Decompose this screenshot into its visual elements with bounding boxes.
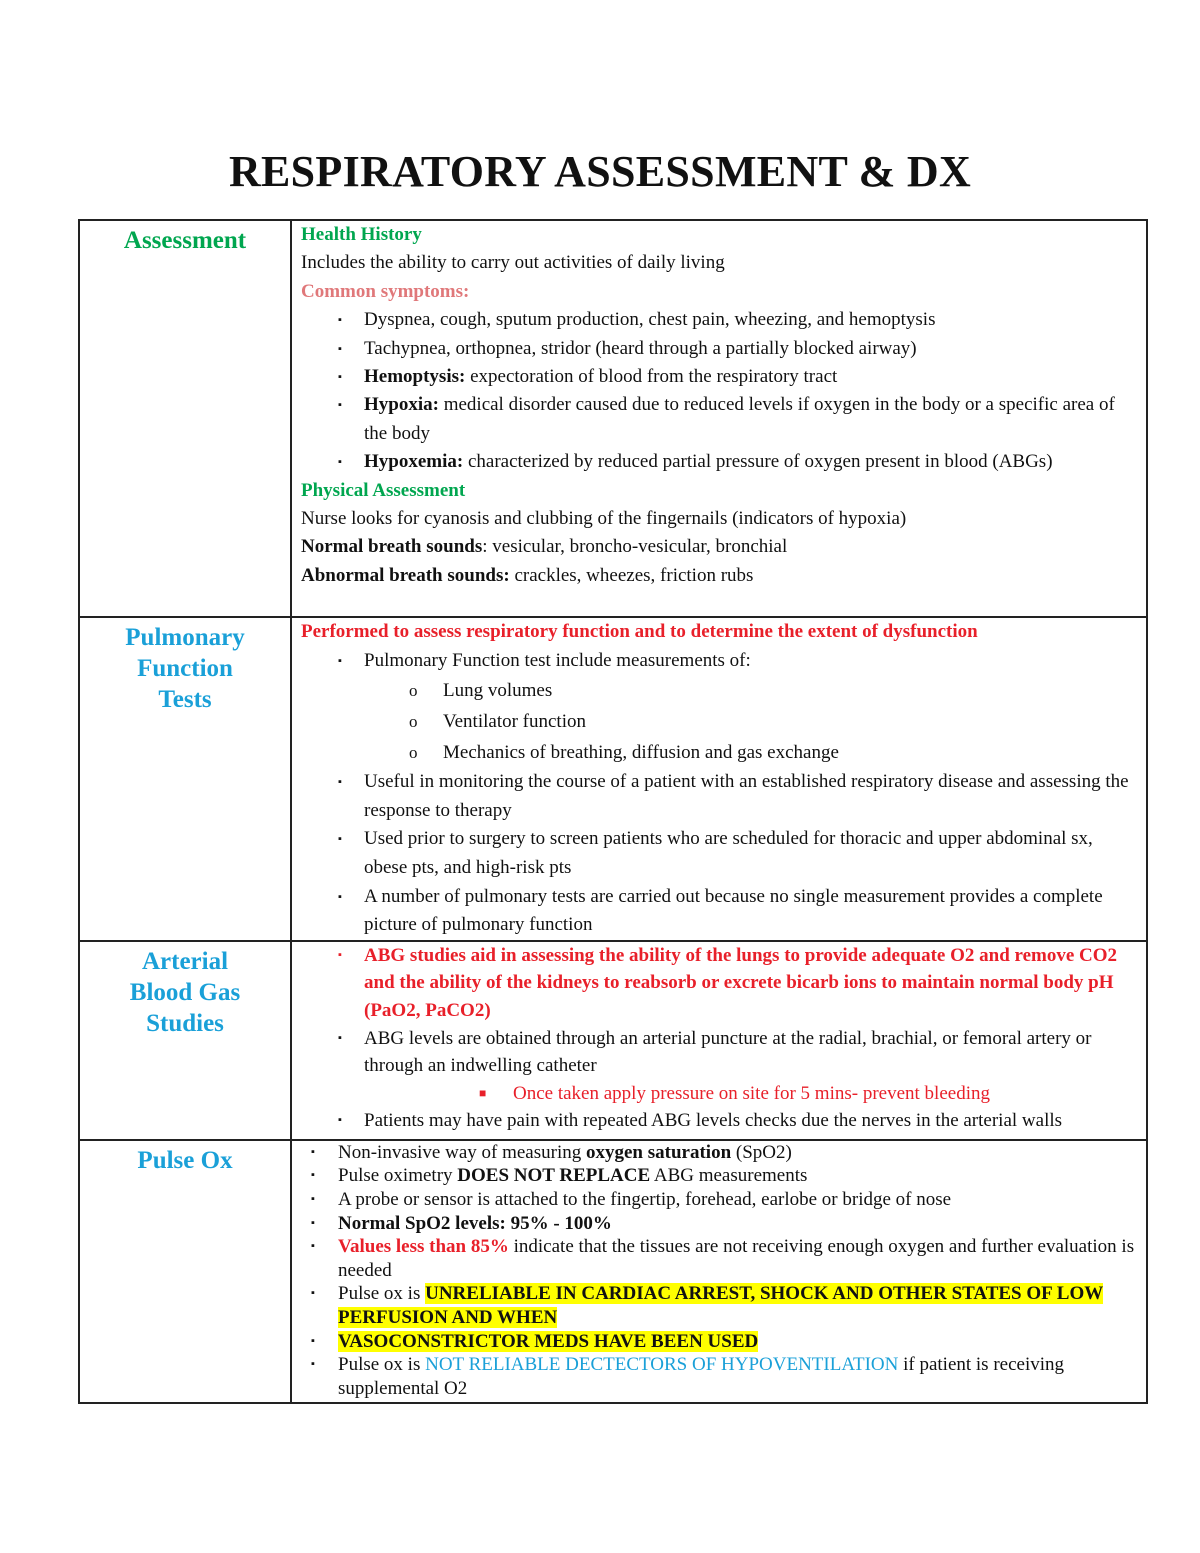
list-item-text: ABG levels are obtained through an arterial puncture at the radial, brachial, or femoral artery or through an indwelling catheter: [364, 1027, 1092, 1077]
table-row-abg: [79, 941, 1147, 1140]
row-label-assessment: [79, 220, 291, 617]
row-label-text: Pulmonary: [125, 624, 245, 651]
section-heading: Performed to assess respiratory function and to determine the extent of dysfunction: [301, 621, 978, 642]
list-item: ▪ Dyspnea, cough, sputum production, chest pain, wheezing, and hemoptysis: [301, 306, 1138, 334]
list-item: [301, 1353, 1138, 1400]
row-content-assessment: [291, 220, 1147, 617]
sub-list-item: o Ventilator function: [301, 706, 1138, 737]
text-line: [301, 562, 1138, 590]
sub-list-item: o Mechanics of breathing, diffusion and gas exchange: [301, 737, 1138, 768]
list-item: ▪ ABG studies aid in assessing the ability of the lungs to provide adequate O2 and remove CO2 and the ability of the kidneys to reabsorb or excrete bicarb ions to maintain normal body pH (PaO2, PaCO2): [301, 942, 1138, 1025]
section-heading: Health History: [301, 224, 422, 245]
term: Hypoxia:: [364, 394, 439, 416]
text-run: indicate that the tissues are not receiving enough oxygen and further evaluation is needed: [338, 1236, 1135, 1281]
list-item: [301, 1212, 1138, 1236]
highlighted-text: UNRELIABLE IN CARDIAC ARREST, SHOCK AND OTHER STATES OF LOW PERFUSION AND WHEN: [338, 1283, 1104, 1328]
list-item: [301, 1025, 1138, 1108]
row-label-text: Arterial: [141, 947, 229, 975]
term: Hemoptysis:: [364, 366, 466, 388]
text-line: [301, 533, 1138, 561]
term: Abnormal breath sounds:: [301, 564, 510, 586]
term: Normal breath sounds: [301, 536, 483, 558]
emphasis: oxygen saturation: [586, 1141, 732, 1163]
pft-list: [301, 647, 1138, 940]
symptom-list: [301, 306, 1138, 476]
table-row-pft: [79, 617, 1147, 941]
sub-list: [301, 1080, 1138, 1108]
text-run: Pulse ox is: [338, 1283, 426, 1305]
emphasis: DOES NOT REPLACE: [457, 1165, 651, 1187]
row-label-text: Studies: [146, 1009, 224, 1037]
list-item: [301, 1330, 1138, 1354]
emphasis: Values less than 85%: [338, 1236, 509, 1258]
list-item: ▪ Used prior to surgery to screen patients who are scheduled for thoracic and upper abdominal sx, obese pts, and high-risk pts: [301, 825, 1138, 882]
list-item: ▪ A probe or sensor is attached to the fingertip, forehead, earlobe or bridge of nose: [301, 1188, 1138, 1212]
highlighted-text: VASOCONSTRICTOR MEDS HAVE BEEN USED: [338, 1330, 759, 1352]
list-item: [301, 391, 1138, 448]
row-content-abg: [291, 941, 1147, 1140]
definition: crackles, wheezes, friction rubs: [509, 564, 754, 586]
text-run: Pulse ox is: [338, 1354, 426, 1376]
sub-list-item: o Lung volumes: [301, 675, 1138, 706]
section-heading: Common symptoms:: [301, 280, 470, 302]
assessment-table: [78, 219, 1148, 1404]
text-line: Includes the ability to carry out activities of daily living: [301, 252, 725, 274]
abg-list: [301, 942, 1138, 1135]
definition: characterized by reduced partial pressure of oxygen present in blood (ABGs): [463, 451, 1053, 473]
list-item: ▪ Patients may have pain with repeated ABG levels checks due the nerves in the arterial walls: [301, 1107, 1138, 1135]
list-item: [301, 363, 1138, 391]
text-run: Non-invasive way of measuring: [338, 1141, 586, 1163]
text-run: (SpO2): [731, 1141, 792, 1163]
page-title: RESPIRATORY ASSESSMENT & DX: [228, 147, 972, 196]
definition: medical disorder caused due to reduced levels if oxygen in the body or a specific area of the body: [364, 394, 1115, 444]
list-item: [301, 647, 1138, 769]
list-item: [301, 1282, 1138, 1329]
row-label-pulse-ox: [79, 1140, 291, 1403]
emphasis: Normal SpO2 levels: 95% - 100%: [338, 1212, 612, 1234]
row-label-text: Pulse Ox: [137, 1146, 233, 1174]
row-label-text: Blood Gas: [129, 978, 241, 1006]
row-label-text: Tests: [158, 686, 212, 713]
table-row-assessment: [79, 220, 1147, 617]
row-content-pulse-ox: [291, 1140, 1147, 1403]
list-item: [301, 1235, 1138, 1282]
table-row-pulse-ox: [79, 1140, 1147, 1403]
list-item: ▪ Tachypnea, orthopnea, stridor (heard through a partially blocked airway): [301, 335, 1138, 363]
row-label-text: Function: [137, 655, 233, 682]
list-item: [301, 1141, 1138, 1165]
definition: : vesicular, broncho-vesicular, bronchial: [482, 536, 788, 558]
text-run: if patient is receiving supplemental O2: [338, 1354, 1065, 1399]
row-label-text: Assessment: [123, 227, 247, 254]
sub-list-item: ■ Once taken apply pressure on site for 5 mins- prevent bleeding: [301, 1080, 1138, 1108]
text-run: Pulse oximetry: [338, 1165, 458, 1187]
emphasis: NOT RELIABLE DECTECTORS OF HYPOVENTILATION: [425, 1354, 899, 1376]
row-content-pft: [291, 617, 1147, 941]
list-item: ▪ Useful in monitoring the course of a patient with an established respiratory disease and assessing the response to therapy: [301, 768, 1138, 825]
term: Hypoxemia:: [364, 451, 464, 473]
row-label-pft: [79, 617, 291, 941]
row-label-abg: [79, 941, 291, 1140]
pulse-ox-list: [301, 1141, 1138, 1401]
list-item: [301, 448, 1138, 476]
sub-list: [301, 675, 1138, 768]
definition: expectoration of blood from the respiratory tract: [465, 366, 838, 388]
list-item: ▪ A number of pulmonary tests are carried out because no single measurement provides a complete picture of pulmonary function: [301, 883, 1138, 940]
text-line: Nurse looks for cyanosis and clubbing of the fingernails (indicators of hypoxia): [301, 508, 907, 530]
text-run: ABG measurements: [650, 1165, 808, 1187]
list-item-text: Pulmonary Function test include measurements of:: [364, 649, 751, 671]
list-item: [301, 1164, 1138, 1188]
section-heading: Physical Assessment: [301, 479, 466, 501]
